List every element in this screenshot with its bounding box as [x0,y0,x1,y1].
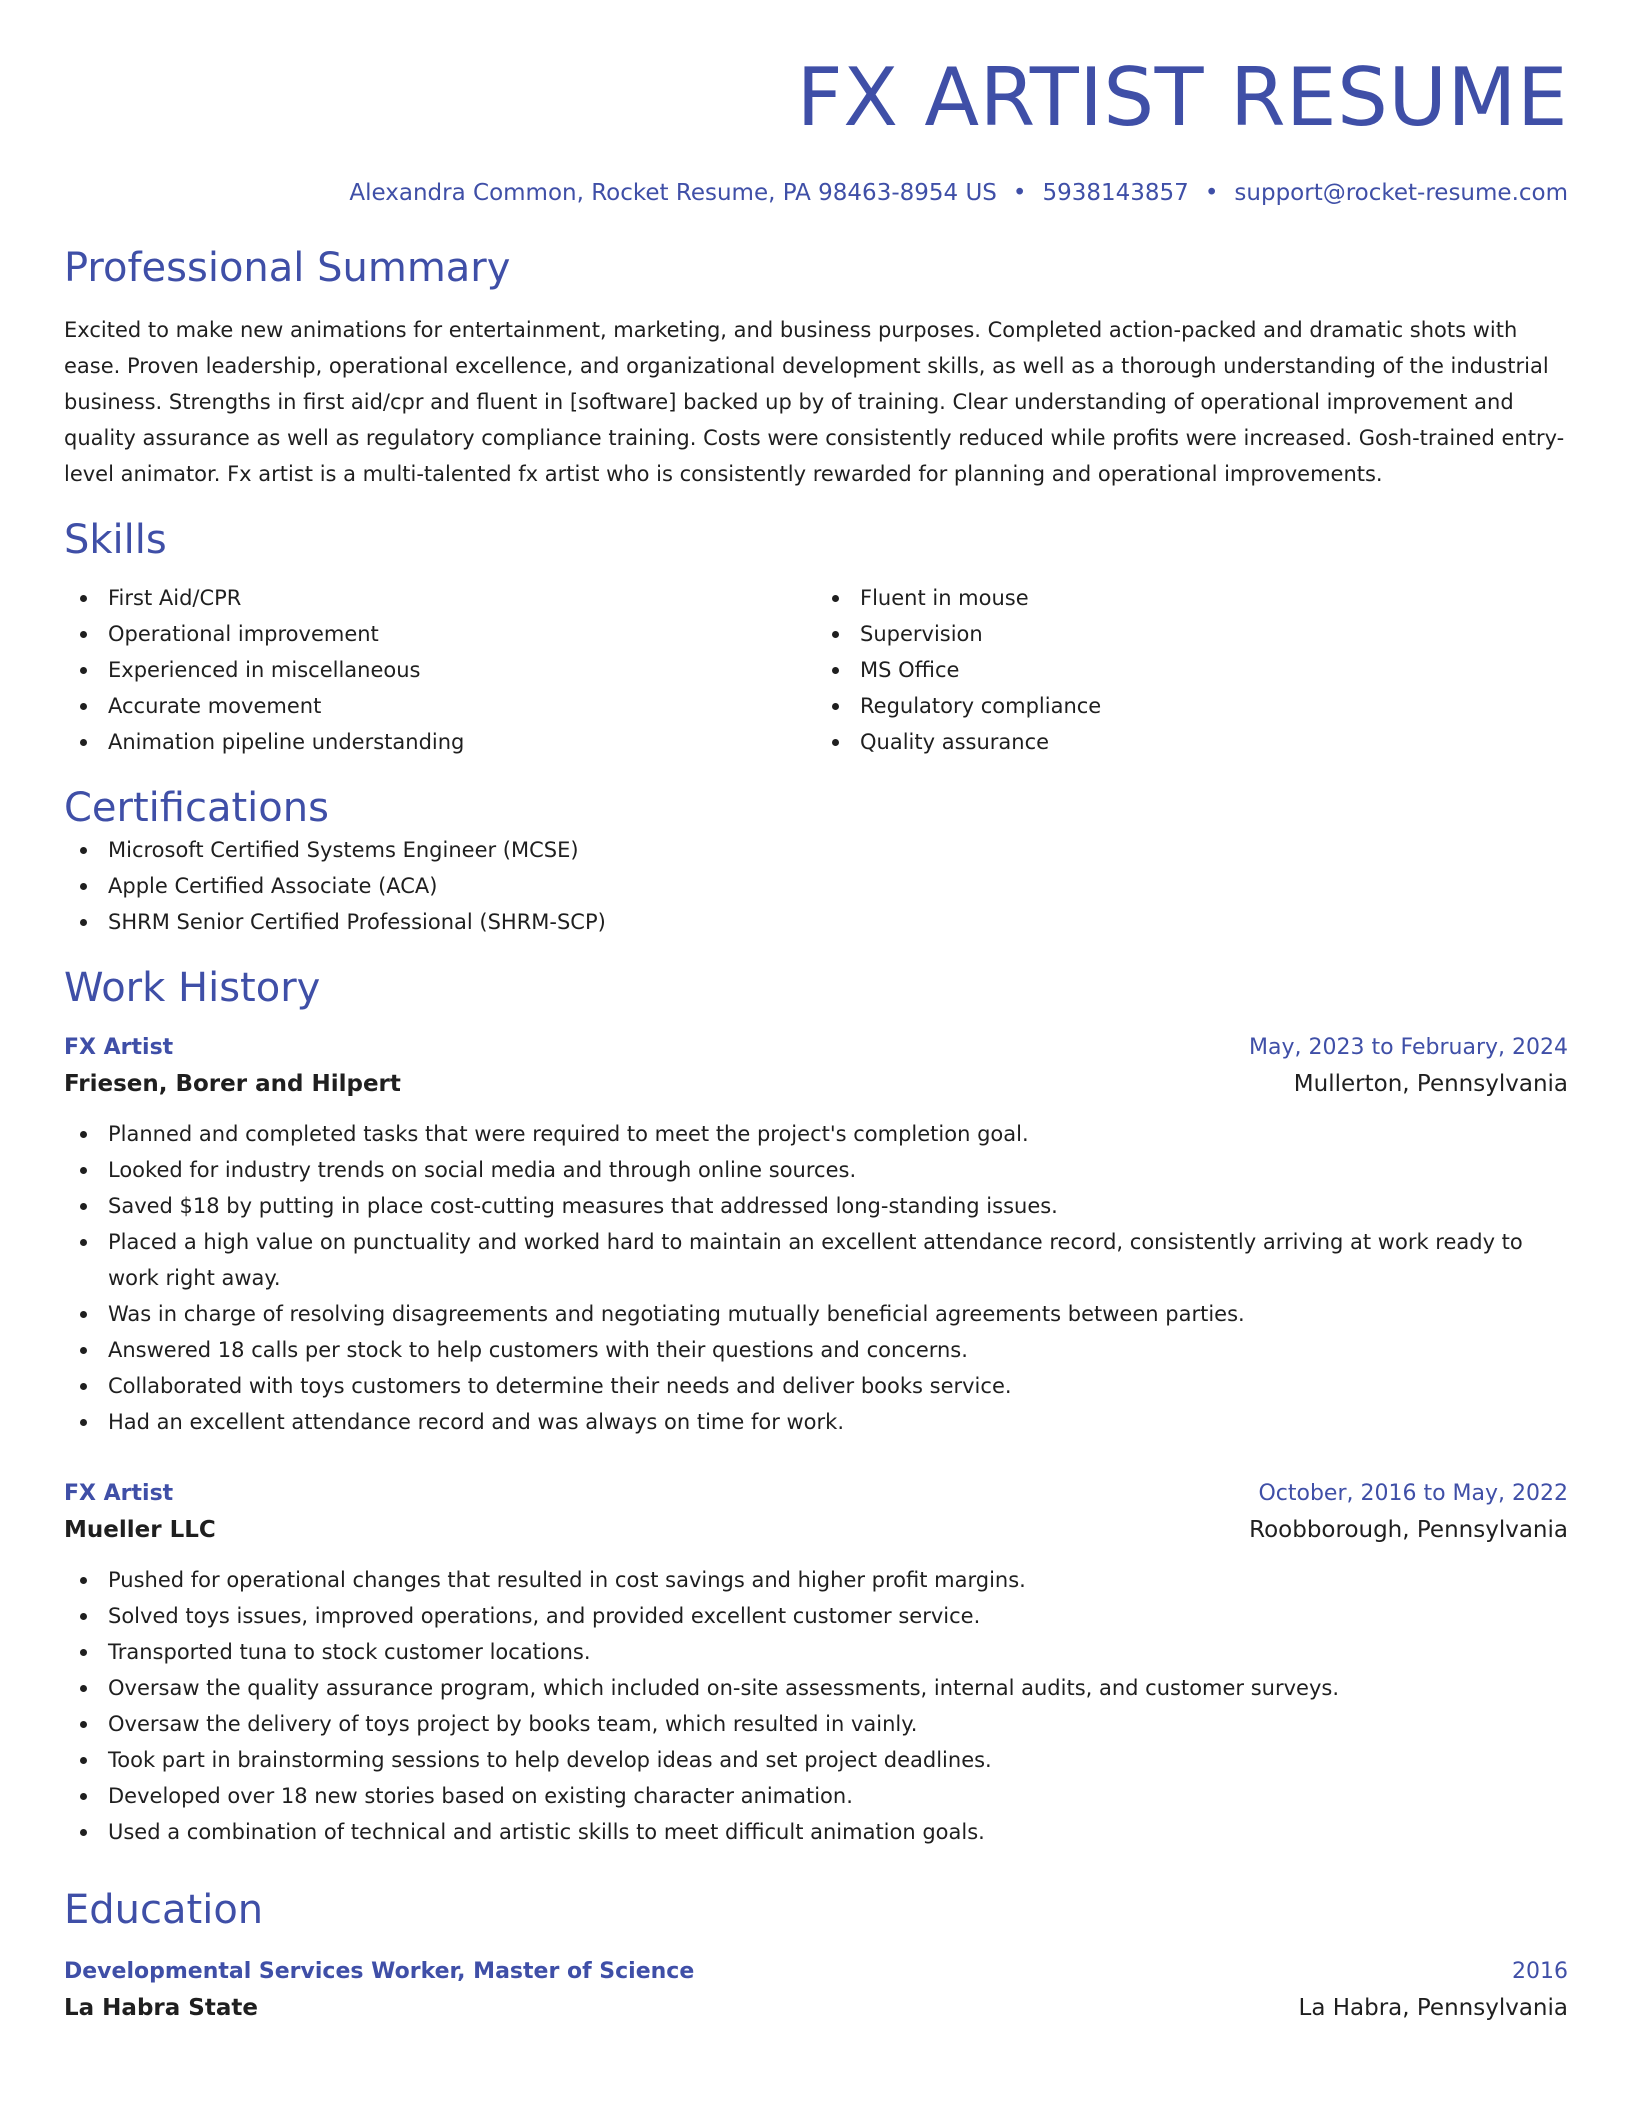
certification-item: Apple Certified Associate (ACA) [64,868,1568,904]
contact-separator: • [1012,180,1027,206]
job-dates: May, 2023 to February, 2024 [1249,1034,1568,1060]
job-bullet: Placed a high value on punctuality and worked hard to maintain an excellent attendance record, consistently arriving at work ready to work right away. [64,1224,1568,1296]
contact-phone[interactable]: 5938143857 [1042,180,1189,206]
certifications-list [64,832,1568,940]
job-bullet: Solved toys issues, improved operations, and provided excellent customer service. [64,1598,1568,1634]
education-year: 2016 [1512,1958,1568,1984]
job-company: Mueller LLC [64,1516,216,1543]
education-location: La Habra, Pennsylvania [1298,1994,1568,2021]
education-header [64,1954,1568,1990]
job-bullet: Pushed for operational changes that resulted in cost savings and higher profit margins. [64,1562,1568,1598]
job-bullet: Transported tuna to stock customer locations. [64,1634,1568,1670]
job-dates: October, 2016 to May, 2022 [1258,1480,1568,1506]
education-heading: Education [64,1886,264,1933]
skill-item: Operational improvement [64,616,816,652]
skills-columns [64,580,1568,760]
certification-item: Microsoft Certified Systems Engineer (MCSE) [64,832,1568,868]
job-bullet: Had an excellent attendance record and was always on time for work. [64,1404,1568,1440]
job-bullet: Took part in brainstorming sessions to help develop ideas and set project deadlines. [64,1742,1568,1778]
education-school: La Habra State [64,1994,258,2021]
job-bullet: Was in charge of resolving disagreements and negotiating mutually beneficial agreements between parties. [64,1296,1568,1332]
work-history-heading: Work History [64,964,321,1011]
job-title: FX Artist [64,1480,174,1506]
skill-item: First Aid/CPR [64,580,816,616]
job-header [64,1030,1568,1066]
job-subheader [64,1512,1568,1548]
certification-item: SHRM Senior Certified Professional (SHRM-SCP) [64,904,1568,940]
job-header [64,1476,1568,1512]
job-bullet: Developed over 18 new stories based on existing character animation. [64,1778,1568,1814]
education-degree: Developmental Services Worker, Master of Science [64,1958,695,1984]
skill-item: Animation pipeline understanding [64,724,816,760]
job-bullet: Answered 18 calls per stock to help customers with their questions and concerns. [64,1332,1568,1368]
job-bullet: Collaborated with toys customers to determine their needs and deliver books service. [64,1368,1568,1404]
education-entry [64,1954,1568,2026]
skill-item: Fluent in mouse [816,580,1568,616]
education-subheader [64,1990,1568,2026]
job-bullets [64,1562,1568,1850]
job-entry [64,1476,1568,1850]
skills-list-left [64,580,816,760]
job-location: Roobborough, Pennsylvania [1249,1516,1568,1543]
job-title: FX Artist [64,1034,174,1060]
job-entry [64,1030,1568,1440]
certifications-heading: Certifications [64,784,329,831]
summary-text: Excited to make new animations for entertainment, marketing, and business purposes. Completed action-packed and dramatic shots with ease. Proven leadership, operational excellence, and organizational development skills, as well as a thorough understanding of the industrial business. Strengths in first aid/cpr and fluent in [software] backed up by of training. Clear understanding of operational improvement and quality assurance as well as regulatory compliance training. Costs were consistently reduced while profits were increased. Gosh-trained entry-level animator. Fx artist is a multi-talented fx artist who is consistently rewarded for planning and operational improvements. [64,317,1565,486]
job-bullets [64,1116,1568,1440]
skill-item: Experienced in miscellaneous [64,652,816,688]
job-bullet: Oversaw the quality assurance program, which included on-site assessments, internal audits, and customer surveys. [64,1670,1568,1706]
contact-separator: • [1204,180,1219,206]
skill-item: MS Office [816,652,1568,688]
job-bullet: Looked for industry trends on social media and through online sources. [64,1152,1568,1188]
resume-title: FX ARTIST RESUME [796,51,1568,144]
skills-heading: Skills [64,516,167,563]
skill-item: Regulatory compliance [816,688,1568,724]
contact-email[interactable]: support@rocket-resume.com [1234,180,1568,206]
contact-address: Alexandra Common, Rocket Resume, PA 98463-8954 US [349,180,997,206]
job-bullet: Planned and completed tasks that were required to meet the project's completion goal. [64,1116,1568,1152]
contact-line [64,180,1568,208]
job-bullet: Used a combination of technical and artistic skills to meet difficult animation goals. [64,1814,1568,1850]
skills-list-right [816,580,1568,760]
job-bullet: Oversaw the delivery of toys project by books team, which resulted in vainly. [64,1706,1568,1742]
job-subheader [64,1066,1568,1102]
skill-item: Supervision [816,616,1568,652]
job-location: Mullerton, Pennsylvania [1293,1070,1568,1097]
summary-heading: Professional Summary [64,244,511,291]
job-bullet: Saved $18 by putting in place cost-cutting measures that addressed long-standing issues. [64,1188,1568,1224]
job-company: Friesen, Borer and Hilpert [64,1070,401,1097]
skill-item: Quality assurance [816,724,1568,760]
skill-item: Accurate movement [64,688,816,724]
